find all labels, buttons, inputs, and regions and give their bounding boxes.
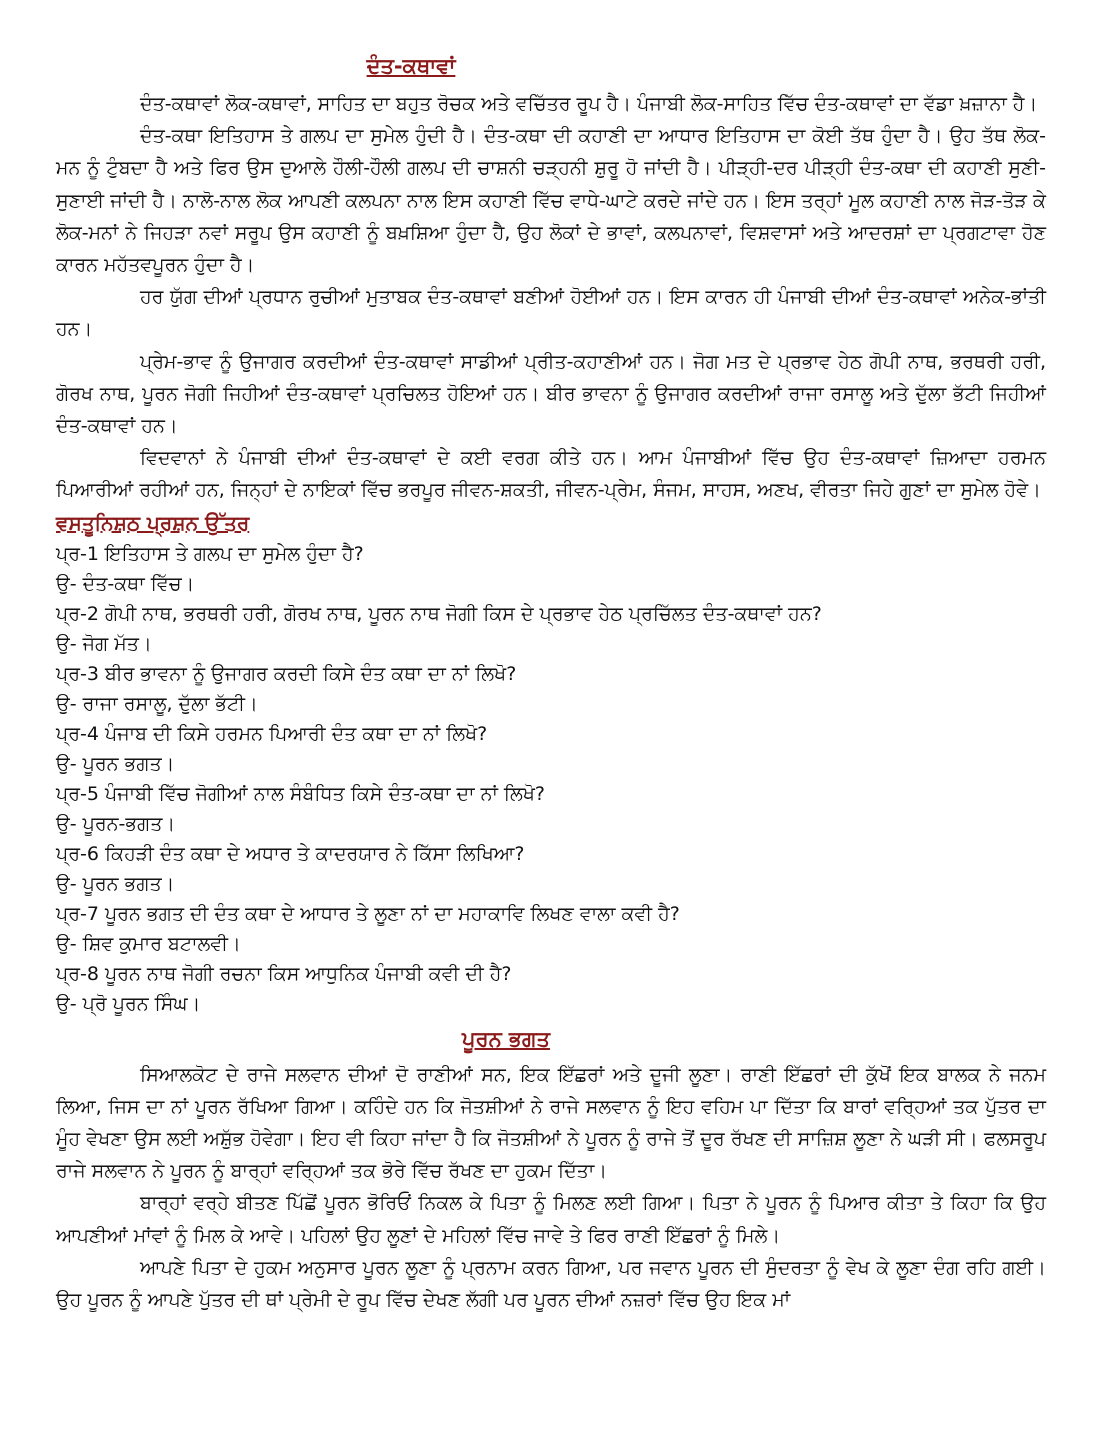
story-paragraph: ਬਾਰ੍ਹਾਂ ਵਰ੍ਹੇ ਬੀਤਣ ਪਿੱਛੋਂ ਪੂਰਨ ਭੋਰਿਓਂ ਨਿਕਲ ਕੇ ਪਿਤਾ ਨੂੰ ਮਿਲਣ ਲਈ ਗਿਆ। ਪਿਤਾ ਨੇ ਪੂਰਨ ਨੂੰ ਪਿਆਰ ਕੀਤਾ ਤੇ ਕਿਹਾ ਕਿ ਉਹ ਆਪਣੀਆਂ ਮਾਂਵਾਂ ਨੂੰ ਮਿਲ ਕੇ ਆਵੇ। ਪਹਿਲਾਂ ਉਹ ਲੂਣਾਂ ਦੇ ਮਹਿਲਾਂ ਵਿੱਚ ਜਾਵੇ ਤੇ ਫਿਰ ਰਾਣੀ ਇੱਛਰਾਂ ਨੂੰ ਮਿਲੇ। [56,1192,1046,1247]
question: ਪ੍ਰ-7 ਪੂਰਨ ਭਗਤ ਦੀ ਦੰਤ ਕਥਾ ਦੇ ਆਧਾਰ ਤੇ ਲੂਣਾ ਨਾਂ ਦਾ ਮਹਾਕਾਵਿ ਲਿਖਣ ਵਾਲਾ ਕਵੀ ਹੈ? [56,902,680,925]
intro-paragraph: ਵਿਦਵਾਨਾਂ ਨੇ ਪੰਜਾਬੀ ਦੀਆਂ ਦੰਤ-ਕਥਾਵਾਂ ਦੇ ਕਈ ਵਰਗ ਕੀਤੇ ਹਨ। ਆਮ ਪੰਜਾਬੀਆਂ ਵਿੱਚ ਉਹ ਦੰਤ-ਕਥਾਵਾਂ ਜ਼ਿਆਦਾ ਹਰਮਨ ਪਿਆਰੀਆਂ ਰਹੀਆਂ ਹਨ, ਜਿਨ੍ਹਾਂ ਦੇ ਨਾਇਕਾਂ ਵਿੱਚ ਭਰਪੂਰ ਜੀਵਨ-ਸ਼ਕਤੀ, ਜੀਵਨ-ਪ੍ਰੇਮ, ਸੰਜਮ, ਸਾਹਸ, ਅਣਖ, ਵੀਰਤਾ ਜਿਹੇ ਗੁਣਾਂ ਦਾ ਸੁਮੇਲ ਹੋਵੇ। [56,447,1046,502]
answer: ਉ- ਪੂਰਨ ਭਗਤ। [56,752,175,775]
answer: ਉ- ਪੂਰਨ ਭਗਤ। [56,872,175,895]
answer: ਉ- ਪੂਰਨ-ਭਗਤ। [56,812,176,835]
question: ਪ੍ਰ-6 ਕਿਹੜੀ ਦੰਤ ਕਥਾ ਦੇ ਅਧਾਰ ਤੇ ਕਾਦਰਯਾਰ ਨੇ ਕਿੱਸਾ ਲਿਖਿਆ? [56,842,525,865]
answer: ਉ- ਜੋਗ ਮੱਤ। [56,632,152,655]
intro-paragraph: ਪ੍ਰੇਮ-ਭਾਵ ਨੂੰ ਉਜਾਗਰ ਕਰਦੀਆਂ ਦੰਤ-ਕਥਾਵਾਂ ਸਾਡੀਆਂ ਪ੍ਰੀਤ-ਕਹਾਣੀਆਂ ਹਨ। ਜੋਗ ਮਤ ਦੇ ਪ੍ਰਭਾਵ ਹੇਠ ਗੋਪੀ ਨਾਥ, ਭਰਥਰੀ ਹਰੀ, ਗੋਰਖ ਨਾਥ, ਪੂਰਨ ਜੋਗੀ ਜਿਹੀਆਂ ਦੰਤ-ਕਥਾਵਾਂ ਪ੍ਰਚਿਲਤ ਹੋਇਆਂ ਹਨ। ਬੀਰ ਭਾਵਨਾ ਨੂੰ ਉਜਾਗਰ ਕਰਦੀਆਂ ਰਾਜਾ ਰਸਾਲੂ ਅਤੇ ਦੁੱਲਾ ਭੱਟੀ ਜਿਹੀਆਂ ਦੰਤ-ਕਥਾਵਾਂ ਹਨ। [56,350,1046,438]
answer: ਉ- ਪ੍ਰੋ ਪੂਰਨ ਸਿੰਘ। [56,992,201,1015]
question: ਪ੍ਰ-8 ਪੂਰਨ ਨਾਥ ਜੋਗੀ ਰਚਨਾ ਕਿਸ ਆਧੁਨਿਕ ਪੰਜਾਬੀ ਕਵੀ ਦੀ ਹੈ? [56,962,512,985]
question: ਪ੍ਰ-3 ਬੀਰ ਭਾਵਨਾ ਨੂੰ ਉਜਾਗਰ ਕਰਦੀ ਕਿਸੇ ਦੰਤ ਕਥਾ ਦਾ ਨਾਂ ਲਿਖੋ? [56,662,517,685]
answer: ਉ- ਰਾਜਾ ਰਸਾਲੂ, ਦੁੱਲਾ ਭੱਟੀ। [56,692,258,715]
story-paragraph: ਆਪਣੇ ਪਿਤਾ ਦੇ ਹੁਕਮ ਅਨੁਸਾਰ ਪੂਰਨ ਲੂਣਾ ਨੂੰ ਪ੍ਰਨਾਮ ਕਰਨ ਗਿਆ, ਪਰ ਜਵਾਨ ਪੂਰਨ ਦੀ ਸੁੰਦਰਤਾ ਨੂੰ ਵੇਖ ਕੇ ਲੂਣਾ ਦੰਗ ਰਹਿ ਗਈ। ਉਹ ਪੂਰਨ ਨੂੰ ਆਪਣੇ ਪੁੱਤਰ ਦੀ ਥਾਂ ਪ੍ਰੇਮੀ ਦੇ ਰੂਪ ਵਿੱਚ ਦੇਖਣ ਲੱਗੀ ਪਰ ਪੂਰਨ ਦੀਆਂ ਨਜ਼ਰਾਂ ਵਿੱਚ ਉਹ ਇਕ ਮਾਂ [56,1256,1046,1312]
intro-paragraph: ਦੰਤ-ਕਥਾਵਾਂ ਲੋਕ-ਕਥਾਵਾਂ, ਸਾਹਿਤ ਦਾ ਬਹੁਤ ਰੋਚਕ ਅਤੇ ਵਚਿੱਤਰ ਰੂਪ ਹੈ। ਪੰਜਾਬੀ ਲੋਕ-ਸਾਹਿਤ ਵਿੱਚ ਦੰਤ-ਕਥਾਵਾਂ ਦਾ ਵੱਡਾ ਖ਼ਜ਼ਾਨਾ ਹੈ। [140,93,1038,115]
answer: ਉ- ਦੰਤ-ਕਥਾ ਵਿੱਚ। [56,572,195,595]
document-page [56,50,1046,1316]
question: ਪ੍ਰ-5 ਪੰਜਾਬੀ ਵਿੱਚ ਜੋਗੀਆਂ ਨਾਲ ਸੰਬੰਧਿਤ ਕਿਸੇ ਦੰਤ-ਕਥਾ ਦਾ ਨਾਂ ਲਿਖੋ? [56,782,545,805]
question: ਪ੍ਰ-2 ਗੋਪੀ ਨਾਥ, ਭਰਥਰੀ ਹਰੀ, ਗੋਰਖ ਨਾਥ, ਪੂਰਨ ਨਾਥ ਜੋਗੀ ਕਿਸ ਦੇ ਪ੍ਰਭਾਵ ਹੇਠ ਪ੍ਰਚਿੱਲਤ ਦੰਤ-ਕਥਾਵਾਂ ਹਨ? [56,602,822,625]
story-title: ਪੂਰਨ ਭਗਤ [462,1026,550,1051]
story-paragraph: ਸਿਆਲਕੋਟ ਦੇ ਰਾਜੇ ਸਲਵਾਨ ਦੀਆਂ ਦੋ ਰਾਣੀਆਂ ਸਨ, ਇਕ ਇੱਛਰਾਂ ਅਤੇ ਦੂਜੀ ਲੂਣਾ। ਰਾਣੀ ਇੱਛਰਾਂ ਦੀ ਕੁੱਖੋਂ ਇਕ ਬਾਲਕ ਨੇ ਜਨਮ ਲਿਆ, ਜਿਸ ਦਾ ਨਾਂ ਪੂਰਨ ਰੱਖਿਆ ਗਿਆ। ਕਹਿੰਦੇ ਹਨ ਕਿ ਜੋਤਸ਼ੀਆਂ ਨੇ ਰਾਜੇ ਸਲਵਾਨ ਨੂੰ ਇਹ ਵਹਿਮ ਪਾ ਦਿੱਤਾ ਕਿ ਬਾਰਾਂ ਵਰ੍ਹਿਆਂ ਤਕ ਪੁੱਤਰ ਦਾ ਮੂੰਹ ਵੇਖਣਾ ਉਸ ਲਈ ਅਸ਼ੁੱਭ ਹੋਵੇਗਾ। ਇਹ ਵੀ ਕਿਹਾ ਜਾਂਦਾ ਹੈ ਕਿ ਜੋਤਸ਼ੀਆਂ ਨੇ ਪੂਰਨ ਨੂੰ ਰਾਜੇ ਤੋਂ ਦੂਰ ਰੱਖਣ ਦੀ ਸਾਜ਼ਿਸ਼ ਲੂਣਾ ਨੇ ਘੜੀ ਸੀ। ਫਲਸਰੂਪ ਰਾਜੇ ਸਲਵਾਨ ਨੇ ਪੂਰਨ ਨੂੰ ਬਾਰ੍ਹਾਂ ਵਰ੍ਹਿਆਂ ਤਕ ਭੋਰੇ ਵਿੱਚ ਰੱਖਣ ਦਾ ਹੁਕਮ ਦਿੱਤਾ। [56,1063,1046,1183]
page-title: ਦੰਤ-ਕਥਾਵਾਂ [366,54,456,78]
answer: ਉ- ਸ਼ਿਵ ਕੁਮਾਰ ਬਟਾਲਵੀ। [56,932,241,955]
qa-heading: ਵਸਤੂਨਿਸ਼ਠ ਪ੍ਰਸ਼ਨ ਉੱਤਰ [56,510,250,535]
intro-paragraph: ਦੰਤ-ਕਥਾ ਇਤਿਹਾਸ ਤੇ ਗਲਪ ਦਾ ਸੁਮੇਲ ਹੁੰਦੀ ਹੈ। ਦੰਤ-ਕਥਾ ਦੀ ਕਹਾਣੀ ਦਾ ਆਧਾਰ ਇਤਿਹਾਸ ਦਾ ਕੋਈ ਤੱਥ ਹੁੰਦਾ ਹੈ। ਉਹ ਤੱਥ ਲੋਕ-ਮਨ ਨੂੰ ਟੁੰਬਦਾ ਹੈ ਅਤੇ ਫਿਰ ਉਸ ਦੁਆਲੇ ਹੌਲੀ-ਹੌਲੀ ਗਲਪ ਦੀ ਚਾਸ਼ਨੀ ਚੜ੍ਹਨੀ ਸ਼ੁਰੂ ਹੋ ਜਾਂਦੀ ਹੈ। ਪੀੜ੍ਹੀ-ਦਰ ਪੀੜ੍ਹੀ ਦੰਤ-ਕਥਾ ਦੀ ਕਹਾਣੀ ਸੁਣੀ-ਸੁਣਾਈ ਜਾਂਦੀ ਹੈ। ਨਾਲੋ-ਨਾਲ ਲੋਕ ਆਪਣੀ ਕਲਪਨਾ ਨਾਲ ਇਸ ਕਹਾਣੀ ਵਿੱਚ ਵਾਧੇ-ਘਾਟੇ ਕਰਦੇ ਜਾਂਦੇ ਹਨ। ਇਸ ਤਰ੍ਹਾਂ ਮੂਲ ਕਹਾਣੀ ਨਾਲ ਜੋੜ-ਤੋੜ ਕੇ ਲੋਕ-ਮਨਾਂ ਨੇ ਜਿਹੜਾ ਨਵਾਂ ਸਰੂਪ ਉਸ ਕਹਾਣੀ ਨੂੰ ਬਖ਼ਸ਼ਿਆ ਹੁੰਦਾ ਹੈ, ਉਹ ਲੋਕਾਂ ਦੇ ਭਾਵਾਂ, ਕਲਪਨਾਵਾਂ, ਵਿਸ਼ਵਾਸਾਂ ਅਤੇ ਆਦਰਸ਼ਾਂ ਦਾ ਪ੍ਰਗਟਾਵਾ ਹੋਣ ਕਾਰਨ ਮਹੱਤਵਪੂਰਨ ਹੁੰਦਾ ਹੈ। [56,125,1046,277]
intro-paragraph: ਹਰ ਯੁੱਗ ਦੀਆਂ ਪ੍ਰਧਾਨ ਰੁਚੀਆਂ ਮੁਤਾਬਕ ਦੰਤ-ਕਥਾਵਾਂ ਬਣੀਆਂ ਹੋਈਆਂ ਹਨ। ਇਸ ਕਾਰਨ ਹੀ ਪੰਜਾਬੀ ਦੀਆਂ ਦੰਤ-ਕਥਾਵਾਂ ਅਨੇਕ-ਭਾਂਤੀ ਹਨ। [56,286,1046,341]
question: ਪ੍ਰ-1 ਇਤਿਹਾਸ ਤੇ ਗਲਪ ਦਾ ਸੁਮੇਲ ਹੁੰਦਾ ਹੈ? [56,542,364,565]
question: ਪ੍ਰ-4 ਪੰਜਾਬ ਦੀ ਕਿਸੇ ਹਰਮਨ ਪਿਆਰੀ ਦੰਤ ਕਥਾ ਦਾ ਨਾਂ ਲਿਖੋ? [56,722,488,745]
qa-list [56,539,1046,1019]
